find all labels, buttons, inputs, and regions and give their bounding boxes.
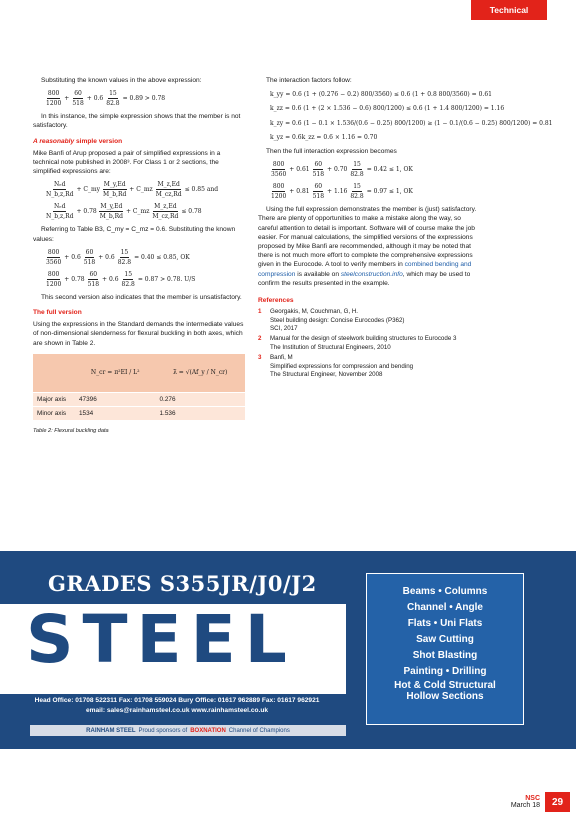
- advert-steel-word: STEEL: [26, 601, 296, 678]
- product-item: Hot & Cold Structural Hollow Sections: [394, 680, 496, 702]
- equation: $\frac{\text{Nₑd}}{N\_b,z,Rd}$ + C_my $\frac{M\_y,Ed}{M\_b,Rd}$ + C_mz $\frac{M\_z,Ed}{M\_cz,Rd}$ ≤ 0.85 and: [46, 181, 219, 199]
- equation: $\frac{800}{1200}$ + 0.81 $\frac{60}{518}$ + 1.16 $\frac{15}{82.8}$ = 0.97 ≤ 1, OK: [271, 183, 413, 201]
- advert-grades: GRADES S355JR/J0/J2: [48, 571, 317, 596]
- table-row: Minor axis 1534 1.536: [33, 406, 245, 420]
- advert-email: email: sales@rainhamsteel.co.uk www.rainhamsteel.co.uk: [85, 707, 269, 714]
- paragraph: Using the expressions in the Standard demands the intermediate values of non-dimensional slenderness for flexural buckling in both axes, which are shown in Table 2.: [33, 321, 244, 347]
- equation: $\frac{800}{1200}$ + 0.78 $\frac{60}{518}$ + 0.6 $\frac{15}{82.8}$ = 0.87 > 0.78. U/S: [46, 270, 196, 288]
- paragraph: Mike Banfi of Arup proposed a pair of simplified expressions in a technical note published in 2008³. For Class 1 or 2 sections, the simplified expressions are:: [33, 149, 221, 176]
- footer-month: March 18: [510, 802, 540, 809]
- paragraph: The interaction factors follow:: [266, 77, 352, 84]
- paragraph: This second version also indicates that the member is unsatisfactory.: [41, 293, 242, 301]
- product-item: Shot Blasting: [412, 650, 478, 661]
- equation: k_zy = 0.6 (1 − 0.1 × 1.536/(0.6 − 0.25) 800/1200) ≥ (1 − 0.1/(0.6 − 0.25) 800/1200) = 0.81: [270, 119, 553, 127]
- table-row: Major axis 47396 0.276: [33, 392, 245, 406]
- paragraph: Using the full expression demonstrates the member is (just) satisfactory. There are plenty of opportunities to make a mistake along the way, so careful attention to detail is important. Software will of course make the job easier. For manual calculations, the simplified versions of the expressions proposed by Mike Banfi are recommended, although it may be noted that there is not much more effort to complete the comprehensive expressions given in the Eurocode. A tool to verify members in combined bending and compression is available on steelconstruction.info, which may be used to confirm the results presented in the example.: [258, 206, 477, 287]
- left-column: [33, 76, 245, 436]
- product-item: Painting • Drilling: [403, 666, 487, 677]
- paragraph: Referring to Table B3, C_my = C_mz = 0.6. Substituting the known values:: [33, 226, 236, 243]
- reference-item: 3 Banfi, M Simplified expressions for compression and bending The Structural Engineer, November 2008: [258, 354, 414, 379]
- advert-banner: [0, 551, 576, 749]
- section-tab: Technical: [471, 0, 547, 20]
- table-caption: Table 2: Flexural buckling data: [33, 427, 109, 434]
- subheading: A reasonably simple version: [33, 137, 123, 145]
- equation: $\frac{800}{1200}$ + $\frac{60}{518}$ + 0.6 $\frac{15}{82.8}$ = 0.89 > 0.78: [46, 90, 166, 108]
- right-column: [258, 76, 553, 380]
- advert-contact: Head Office: 01708 522311 Fax: 01708 559024 Bury Office: 01617 962889 Fax: 01617 962921: [34, 697, 320, 704]
- paragraph: In this instance, the simple expression shows that the member is not satisfactory.: [33, 113, 241, 130]
- equation: k_yz = 0.6k_zz = 0.6 × 1.16 = 0.70: [270, 133, 378, 141]
- paragraph: Then the full interaction expression becomes: [266, 148, 397, 156]
- footer-magazine: NSC: [525, 795, 540, 802]
- product-item: Flats • Uni Flats: [407, 618, 483, 629]
- table-header: N_cr = π²EI / L²: [75, 354, 156, 393]
- product-item: Channel • Angle: [407, 602, 483, 613]
- link-combined-bending[interactable]: combined bending and compression: [258, 261, 472, 278]
- reference-item: 2 Manual for the design of steelwork building structures to Eurocode 3 The Institution of Structural Engineers, 2010: [258, 335, 457, 351]
- advert-products-box: [366, 573, 524, 725]
- equation: k_yy = 0.6 (1 + (0.276 − 0.2) 800/3560) ≤ 0.6 (1 + 0.8 800/3560) = 0.61: [270, 91, 492, 99]
- equation: $\frac{800}{3560}$ + 0.61 $\frac{60}{518}$ + 0.70 $\frac{15}{82.8}$ = 0.42 ≤ 1, OK: [271, 161, 413, 179]
- link-steelconstruction[interactable]: steelconstruction.info: [340, 270, 403, 278]
- table-header: λ̄ = √(Af_y / N_cr): [156, 354, 246, 393]
- equation: k_zz = 0.6 (1 + (2 × 1.536 − 0.6) 800/1200) ≤ 0.6 (1 + 1.4 800/1200) = 1.16: [270, 105, 505, 113]
- equation: $\frac{800}{3560}$ + 0.6 $\frac{60}{518}$ + 0.6 $\frac{15}{82.8}$ = 0.40 ≤ 0.85, OK: [46, 248, 190, 266]
- paragraph: Substituting the known values in the above expression:: [41, 77, 202, 84]
- product-item: Saw Cutting: [416, 634, 474, 645]
- flexural-buckling-table: [33, 354, 245, 420]
- equation: $\frac{\text{Nₑd}}{N\_b,z,Rd}$ + 0.78 $\frac{M\_y,Ed}{M\_b,Rd}$ + C_mz $\frac{M\_z,Ed}{M\_cz,Rd}$ ≤ 0.78: [46, 203, 202, 221]
- product-item: Beams • Columns: [402, 586, 488, 597]
- page-number: 29: [545, 792, 570, 812]
- reference-item: 1 Georgakis, M, Couchman, G, H. Steel building design: Concise Eurocodes (P362) SCI, 2017: [258, 308, 405, 333]
- references-heading: References: [258, 297, 294, 305]
- subheading: The full version: [33, 309, 82, 317]
- advert-sponsor-strip: RAINHAM STEEL Proud sponsors of BOXNATION Channel of Champions: [30, 725, 346, 736]
